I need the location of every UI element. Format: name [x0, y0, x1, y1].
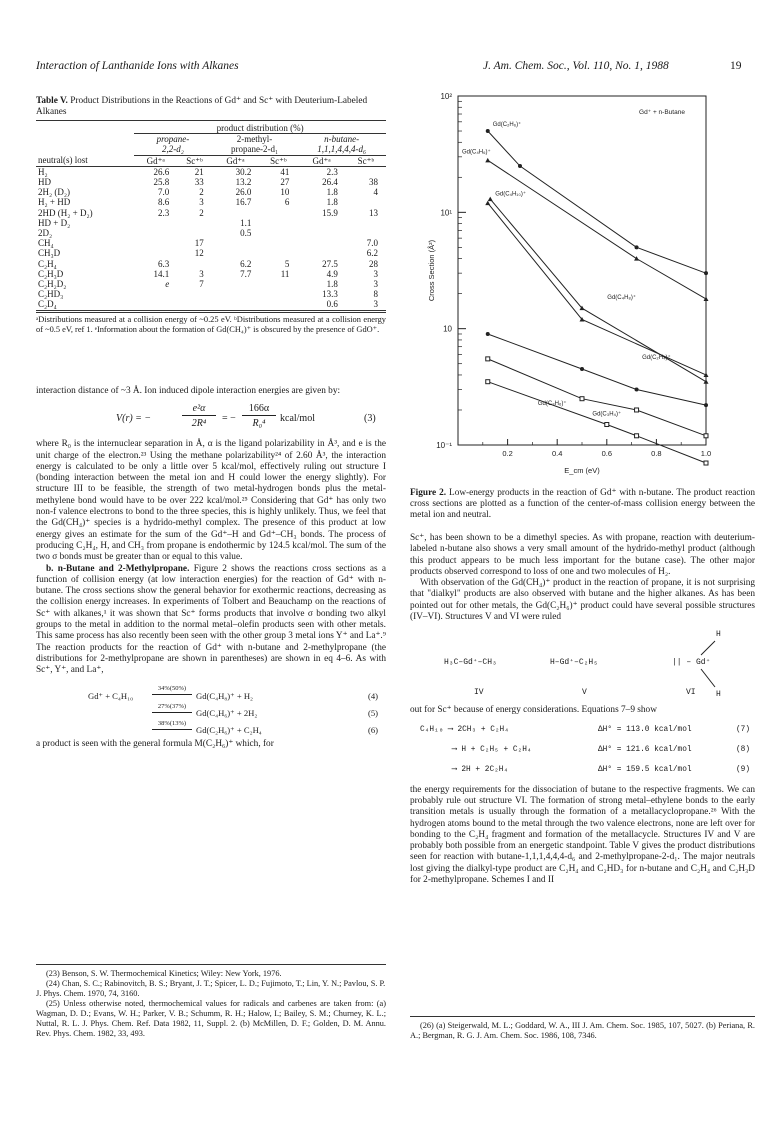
data-point: [704, 296, 709, 301]
table-cell: 17: [194, 238, 204, 249]
table-row-label: HD + D₂: [38, 217, 71, 228]
y-tick-label: 10: [443, 324, 452, 334]
data-point: [485, 158, 490, 163]
equations-7-9: C₄H₁₀ ⟶ 2CH₃ + C₂H₄ ΔH° = 113.0 kcal/mol (7) ⟶ H + C₂H₅ + C₂H₄ ΔH° = 121.6 kcal/mol (8) ⟶ 2H + 2C₂H₄ ΔH° = 159.5 kcal/mol (9): [420, 725, 751, 774]
data-point: [486, 357, 490, 361]
table-cell: [297, 228, 346, 238]
y-tick-label: 10²: [440, 92, 452, 101]
paragraph: With observation of the Gd(CH₄)⁺ product in the reaction of propane, it is not surprising that "dialkyl" products are also observed with butane and the higher alkanes. As has been pointed out for other metals, the Gd(C₂H₆)⁺ product could have several possible structures (IV–VI). Structures V and VI were ruled: [410, 578, 755, 623]
data-point: [488, 197, 493, 202]
table-cell: 4.9: [326, 268, 338, 279]
table-cell: 33: [194, 177, 204, 188]
table-cell: 16.7: [235, 197, 252, 208]
table-cell: 3: [199, 268, 204, 279]
x-tick-label: 1.0: [700, 449, 712, 458]
data-point: [580, 397, 584, 401]
table-cell: 5: [284, 258, 290, 269]
data-point: [704, 403, 708, 407]
table-cell: 3: [373, 299, 378, 310]
data-point: [605, 423, 609, 427]
structure-vi-h-top: H: [716, 630, 721, 640]
table-row-label: C₂H₃D: [38, 268, 64, 279]
table-row-label: C₂D₄: [38, 299, 57, 310]
data-point: [486, 332, 490, 336]
table-cell: [134, 289, 177, 299]
paragraph: Sc⁺, has been shown to be a dimethyl species. As with propane, reaction with deuterium-labeled n-butane also shows a very small amount of the hydrido-methyl product (although this product appears to be much less important for the butane case). The other major products observed correspond to loss of one and two molecules of H₂.: [410, 533, 755, 577]
figure-caption-text: Low-energy products in the reaction of Gd⁺ with n-butane. The product reaction cross sections are plotted as a function of the center-of-mass collision energy between the metal ion and neutral.: [410, 488, 756, 520]
x-tick-label: 0.4: [551, 449, 563, 458]
data-point: [634, 256, 639, 261]
paragraph: interaction distance of ~3 Å. Ion induced dipole interaction energies are given by:: [36, 386, 341, 396]
table-cell: 41: [280, 166, 290, 177]
table-cell: [259, 208, 297, 218]
y-tick-label: 10⁻¹: [436, 441, 452, 450]
table-cell: [177, 299, 211, 310]
structure-label: V: [582, 688, 587, 698]
x-tick-label: 0.8: [651, 449, 662, 458]
table-cell: [177, 289, 211, 299]
data-point: [635, 434, 639, 438]
equation-3: V(r) = − e²α 2R⁴ = − 166α R₀⁴ kcal/mol (3): [116, 403, 376, 430]
table-row: [36, 238, 386, 248]
table-row: [36, 279, 386, 289]
table-col-label: neutral(s) lost: [38, 155, 88, 166]
table-row-label: 2HD (H₂ + D₂): [38, 207, 93, 218]
table-cell: [346, 228, 386, 238]
table-cell: 0.5: [240, 228, 252, 239]
structure-vi-h-bottom: H: [716, 690, 721, 700]
table-subcol: Sc⁺ᵇ: [177, 155, 211, 166]
table-cell: 14.1: [153, 268, 170, 279]
table-cell: 3: [199, 197, 204, 208]
table-subcol: Sc⁺ᵇ: [346, 155, 386, 166]
table-cell: [212, 248, 260, 258]
table-caption-text: Product Distributions in the Reactions of Gd⁺ and Sc⁺ with Deuterium-Labeled Alkanes: [36, 96, 368, 117]
table-cell: 7: [199, 279, 204, 290]
table-cell: 10: [280, 187, 290, 198]
table-v: [36, 96, 386, 335]
paragraph: the energy requirements for the dissociation of butane to the respective fragments. We can probably rule out structure VI. The formation of strong metal–ethylene bonds to the early transition metals is usually through the formation of a metallacyclopropane.²⁶ With the hydrogen atoms bound to the metal through the two valence electrons, none are left over for bonding to the C₂H₄ fragment and formation of the metallacycle. Structures IV and V are probably both possible from an energetic standpoint. Table V gives the product distributions seen for reaction with butane-1,1,1,4,4,4-d₆ and 2-methylpropane-2-d₁. The major neutrals lost giving the dialkyl-type product are C₂H₄ and C₂HD₃ for n-butane and C₂H₄ and C₂H₃D for 2-methylpropane. Schemes I and II: [410, 784, 755, 886]
table-cell: [134, 299, 177, 310]
series-line: [490, 199, 706, 382]
paragraph: b. n-Butane and 2-Methylpropane. Figure 2 shows the reactions cross sections as a function of collision energy (at low interaction energies) for the reaction of Gd⁺ with n-butane. The cross sections show the general behavior for exothermic reactions, decreasing as the collision energy increases. In experiments of Tolbert and Beauchamp on the reactions of Sc⁺ with alkanes,¹ it was shown that Sc⁺ forms products that involve σ bonding two alkyl groups to the metal in addition to the normal metal–olefin products seen with other metals. This same process has also recently been seen with the other group 3 metal ions Y⁺ and La⁺.⁹ The reaction products for the reaction of Gd⁺ with n-butane and 2-methylpropane (the distributions for 2-methylpropane are shown in parentheses) are shown in eq 4–6. As with Sc⁺, Y⁺, and La⁺,: [36, 563, 387, 676]
table-cell: [297, 248, 346, 258]
table-cell: 7.0: [366, 238, 378, 249]
table-cell: 26.6: [153, 166, 170, 177]
running-header-left: Interaction of Lanthanide Ions with Alkanes: [36, 60, 239, 72]
chart-legend: Gd⁺ + n-Butane: [639, 109, 685, 116]
x-axis-label: E_cm (eV): [564, 466, 600, 475]
series-line: [488, 160, 706, 299]
references-right: [410, 1016, 755, 1041]
data-point: [704, 434, 708, 438]
structures-iv-vi: [410, 629, 755, 703]
table-cell: 13.2: [235, 177, 252, 188]
series-label: Gd(C₃H₆)⁺: [537, 401, 567, 408]
series-line: [488, 334, 706, 408]
table-cell: 6.2: [240, 258, 252, 269]
table-cell: 2.3: [326, 166, 338, 177]
cross-section-chart: [410, 88, 755, 484]
table-cell: 8.6: [158, 197, 170, 208]
plot-frame: [458, 96, 706, 445]
table-row: [36, 187, 386, 197]
table-cell: 12: [194, 248, 204, 259]
table-cell: 27: [280, 177, 290, 188]
table-subcol: Gd⁺ᵃ: [212, 155, 260, 166]
series-line: [488, 131, 706, 273]
table-cell: [346, 166, 386, 177]
table-cell: [134, 248, 177, 258]
series-label: Gd(C₄H₆)⁺: [462, 149, 491, 156]
table-cell: [134, 238, 177, 248]
reference: (25) Unless otherwise noted, thermochemical values for radicals and carbenes are taken from: (a) Wagman, D. D.; Evans, W. H.; Parker, V. B.; Schumm, R. H.; Halow, I.; Bailey, S. M.; Churney, K. L.; Nuttal, R. L. J. Phys. Chem. Ref. Data 1982, 11, Suppl. 2. (b) McMillen, D. F.; Golden, D. M. Annu. Rev. Phys. Chem. 1982, 33, 493.: [36, 999, 386, 1038]
table-cell: 27.5: [322, 258, 338, 269]
chart-labels: [462, 109, 685, 417]
structure-label: VI: [686, 688, 696, 698]
table-cell: 6.2: [366, 248, 378, 259]
table-cell: [259, 238, 297, 248]
paragraph: a product is seen with the general formula M(C₂H₆)⁺ which, for: [36, 738, 274, 749]
table-group-header: product distribution (%): [134, 121, 386, 134]
table-caption-label: Table V.: [36, 96, 68, 106]
section-heading: b. n-Butane and 2-Methylpropane.: [46, 563, 190, 574]
structure-iv: H₃C–Gd⁺–CH₃: [444, 658, 497, 668]
reference: (24) Chan, S. C.; Rabinovitch, B. S.; Bryant, J. T.; Spicer, L. D.; Fujimoto, T.; Lin, Y. N.; Pavlou, S. P. J. Phys. Chem. 1970, 74, 3160.: [36, 979, 386, 998]
table-row: [36, 208, 386, 218]
left-column-text: [36, 386, 386, 750]
table-cell: 1.1: [240, 217, 252, 228]
data-point: [704, 461, 708, 465]
table-subcol: Gd⁺ᵃ: [297, 155, 346, 166]
series-label: Gd(C₃H₄)⁺: [592, 411, 622, 418]
table-row-label: 2D₂: [38, 228, 53, 239]
table-cell: [134, 218, 177, 228]
series-label: Gd(C₂H₆)⁺: [492, 122, 522, 129]
table-reactant-header: propane- 2,2-d₂: [156, 134, 190, 155]
table-row-label: H₂ + HD: [38, 197, 71, 208]
data-point: [486, 380, 490, 384]
table-cell: 15.9: [322, 207, 338, 218]
series-line: [488, 203, 706, 375]
figure-2: [410, 88, 755, 484]
data-point: [580, 367, 584, 371]
paragraph: out for Sc⁺ because of energy considerations. Equations 7–9 show: [410, 705, 657, 716]
table-cell: 1.8: [326, 187, 338, 198]
table-cell: [259, 218, 297, 228]
table-cell: 8: [373, 289, 378, 300]
table-cell: 0.6: [326, 299, 338, 310]
table-cell: 28: [369, 258, 378, 269]
table-cell: [212, 289, 260, 299]
table-row-label: H₂: [38, 166, 48, 177]
table-cell: [177, 228, 211, 238]
table-row-label: CH₃D: [38, 248, 61, 259]
table-cell: [346, 218, 386, 228]
reference: (23) Benson, S. W. Thermochemical Kinetics; Wiley: New York, 1976.: [46, 969, 282, 978]
table-cell: [297, 218, 346, 228]
table-row: [36, 218, 386, 228]
data-point: [704, 379, 709, 384]
structure-label: IV: [474, 688, 484, 698]
data-point: [635, 387, 639, 391]
equations-4-6: Gd⁺ + C₄H₁₀ 34%(50%) Gd(C₄H₈)⁺ + H₂ (4) 27%(37%) Gd(C₄H₆)⁺ + 2H₂ (5) 38%(13%) Gd(C₂H₆)⁺ + C₂H₄ (6): [88, 684, 379, 735]
structure-vi-bonds: [695, 639, 725, 697]
series-label: Gd(C₄H₁₀)⁺: [495, 191, 526, 198]
x-tick-label: 0.2: [502, 449, 513, 458]
table-grid: [36, 120, 386, 311]
table-reactant-header: n-butane- 1,1,1,4,4,4-d₆: [317, 134, 367, 155]
figure-caption-label: Figure 2.: [410, 488, 447, 498]
table-cell: [259, 279, 297, 289]
table-row-label: HD: [38, 177, 51, 188]
table-row: [36, 177, 386, 187]
table-cell: [259, 289, 297, 299]
table-footnote: ᵃDistributions measured at a collision energy of ~0.25 eV. ᵇDistributions measured at a collision energy of ~0.5 eV, ref 1. ᵉInformation about the formation of Gd(CH₄)⁺ is obscured by the presence of GdO⁺.: [36, 312, 386, 335]
table-cell: 13: [369, 207, 378, 218]
table-cell: 7.7: [240, 268, 252, 279]
table-row-label: C₂H₄: [38, 258, 57, 269]
table-row: [36, 228, 386, 238]
table-caption: [36, 96, 386, 118]
table-cell: [177, 259, 211, 269]
table-cell: e: [165, 279, 170, 290]
table-row-label: 2H₂ (D₂): [38, 187, 71, 198]
table-row: [36, 248, 386, 258]
series-line: [488, 382, 706, 463]
x-tick-label: 0.6: [601, 449, 613, 458]
table-row-label: C₂H₂D₂: [38, 279, 67, 290]
y-tick-label: 10¹: [440, 208, 452, 218]
table-cell: 21: [194, 166, 204, 177]
structure-vi: || – Gd⁺: [672, 658, 711, 668]
table-cell: [134, 228, 177, 238]
table-cell: [346, 197, 386, 207]
table-cell: [212, 208, 260, 218]
table-cell: 2: [199, 187, 204, 198]
table-row-label: CH₄: [38, 238, 54, 249]
table-cell: 3: [373, 279, 378, 290]
y-axis-label: Cross Section (Å²): [427, 239, 436, 302]
table-cell: 30.2: [235, 166, 252, 177]
data-point: [704, 271, 708, 275]
table-row-label: C₂HD₃: [38, 289, 64, 300]
table-row: [36, 289, 386, 299]
page-number: 19: [730, 60, 742, 72]
series-label: Gd(C₂H₄)⁺: [642, 354, 671, 361]
table-subcol: Sc⁺ᵇ: [259, 155, 297, 166]
table-cell: [212, 238, 260, 248]
structure-v: H–Gd⁺–C₂H₅: [550, 658, 599, 668]
table-row: [36, 299, 386, 310]
table-cell: 6: [284, 197, 290, 208]
table-cell: 25.8: [153, 177, 170, 188]
table-subcol: Gd⁺ᵃ: [134, 155, 177, 166]
table-row: [36, 259, 386, 269]
table-cell: 1.8: [326, 197, 338, 208]
data-point: [635, 245, 639, 249]
table-cell: 2.3: [158, 207, 170, 218]
table-body: [36, 166, 386, 310]
data-point: [485, 201, 490, 206]
table-cell: 11: [280, 268, 290, 279]
table-cell: 38: [369, 177, 378, 188]
reference: (26) (a) Steigerwald, M. L.; Goddard, W. A., III J. Am. Chem. Soc. 1985, 107, 5027. (b) Periana, R. A.; Bergman, R. G. J. Am. Chem. Soc. 1986, 108, 7346.: [410, 1021, 755, 1040]
table-cell: 3: [373, 268, 378, 279]
running-header-right: J. Am. Chem. Soc., Vol. 110, No. 1, 1988: [483, 60, 669, 72]
figure-caption: [410, 488, 755, 521]
table-cell: [177, 218, 211, 228]
table-cell: 1.8: [326, 279, 338, 290]
paragraph: where R₀ is the internuclear separation in Å, α is the ligand polarizability in Å³, and e is the unit charge of the electron.²³ Using the methane polarizability²⁴ of 2.60 Å³, the interaction energy is calculated to be only a little over 5 kcal/mol, effectively ruling out structure I (bonding interaction between the metal ion and H could lower the energy slightly). For structure III to be feasible, the strength of two metal-hydrogen bonds plus the metal-methylene bond would have to be over 222 kcal/mol.²⁵ Considering that Gd⁺ has only two non-f valence electrons to bond to the three species, this is highly unlikely. Thus, we feel that the Gd(CH₄)⁺ species is a hydrido-methyl complex. The presence of this product at low energy gives an estimate for the sum of the Gd⁺–H and Gd⁺–CH₃ bonds. The process of producing C₂H₄, H, and CH₃ from propane is endothermic by 124.5 kcal/mol. The sum of the two σ bonds must be greater than or equal to this value.: [36, 439, 386, 563]
table-cell: 7.0: [158, 187, 170, 198]
table-cell: [259, 299, 297, 310]
table-row: [36, 166, 386, 177]
table-cell: [212, 299, 260, 310]
table-cell: 2: [199, 207, 204, 218]
table-cell: [259, 248, 297, 258]
table-cell: [212, 279, 260, 289]
data-point: [635, 408, 639, 412]
table-cell: 26.4: [322, 177, 338, 188]
table-cell: [259, 228, 297, 238]
series-label: Gd(C₄H₈)⁺: [607, 294, 637, 301]
table-row: [36, 269, 386, 279]
table-cell: 13.3: [322, 289, 338, 300]
right-column-text: [410, 533, 755, 886]
table-cell: 6.3: [158, 258, 170, 269]
references-left: [36, 964, 386, 1039]
table-reactant-header: 2-methyl- propane-2-d₁: [230, 134, 279, 155]
table-cell: [297, 238, 346, 248]
table-cell: 4: [373, 187, 378, 198]
table-cell: 26.0: [235, 187, 252, 198]
table-row: [36, 197, 386, 207]
data-point: [486, 129, 490, 133]
data-point: [518, 164, 522, 168]
